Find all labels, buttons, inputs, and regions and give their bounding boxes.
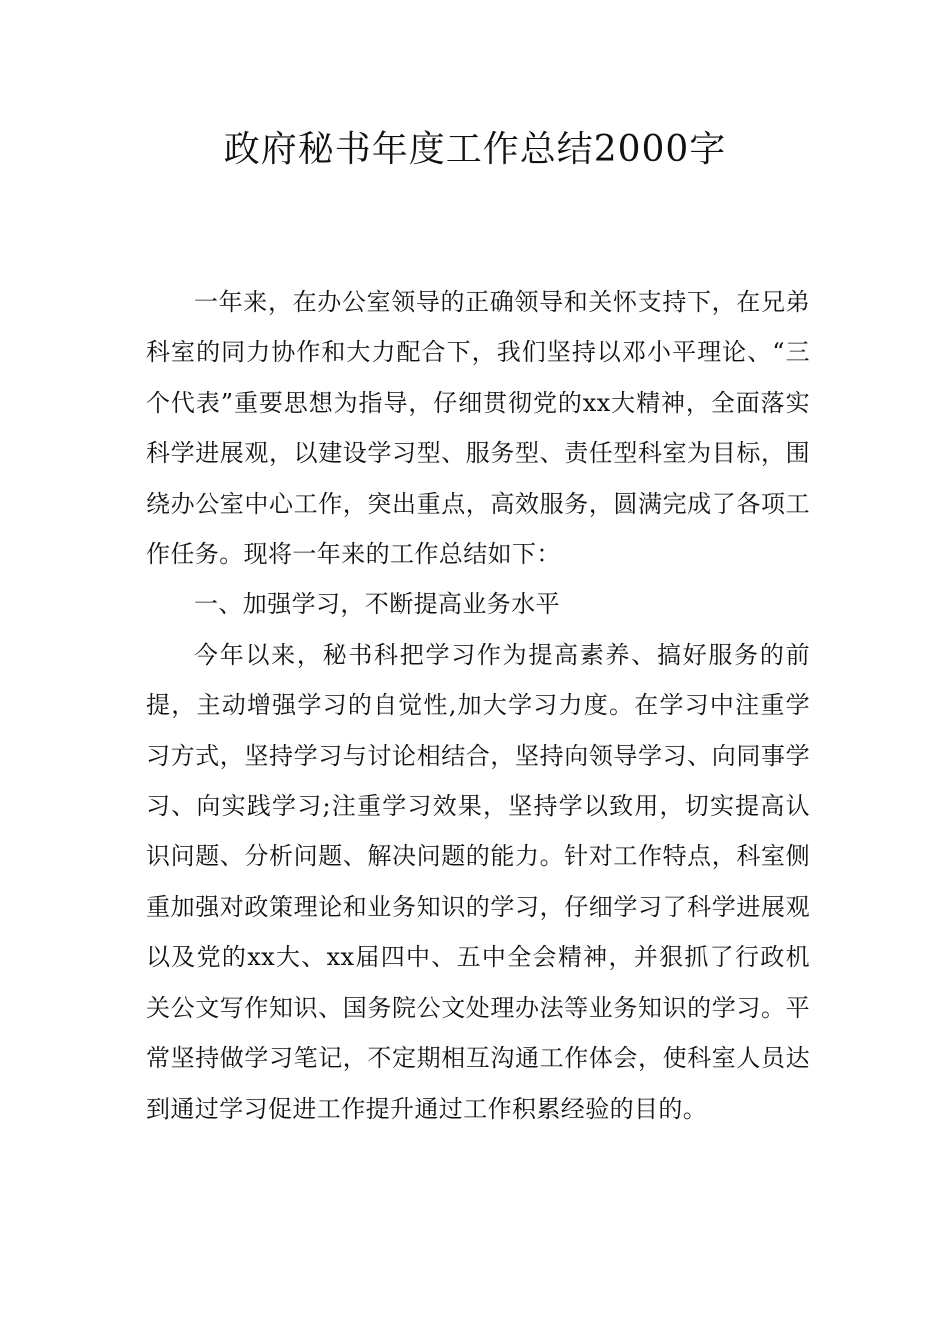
paragraph-intro: 一年来，在办公室领导的正确领导和关怀支持下，在兄弟科室的同力协作和大力配合下，我们坚持以邓小平理论、“三个代表”重要思想为指导，仔细贯彻党的xx大精神，全面落实科学进展观，以建设学习型、服务型、责任型科室为目标，围绕办公室中心工作，突出重点，高效服务，圆满完成了各项工作任务。现将一年来的工作总结如下： [146, 288, 810, 569]
section-heading-1: 一、加强学习，不断提高业务水平 [194, 590, 560, 619]
document-body [146, 277, 810, 1134]
paragraph-study: 今年以来，秘书科把学习作为提高素养、搞好服务的前提，主动增强学习的自觉性,加大学习力度。在学习中注重学习方式，坚持学习与讨论相结合，坚持向领导学习、向同事学习、向实践学习;注重学习效果，坚持学以致用，切实提高认识问题、分析问题、解决问题的能力。针对工作特点，科室侧重加强对政策理论和业务知识的学习，仔细学习了科学进展观以及党的xx大、xx届四中、五中全会精神，并狠抓了行政机关公文写作知识、国务院公文处理办法等业务知识的学习。平常坚持做学习笔记，不定期相互沟通工作体会，使科室人员达到通过学习促进工作提升通过工作积累经验的目的。 [146, 640, 810, 1123]
document-title: 政府秘书年度工作总结2000字 [223, 129, 727, 170]
